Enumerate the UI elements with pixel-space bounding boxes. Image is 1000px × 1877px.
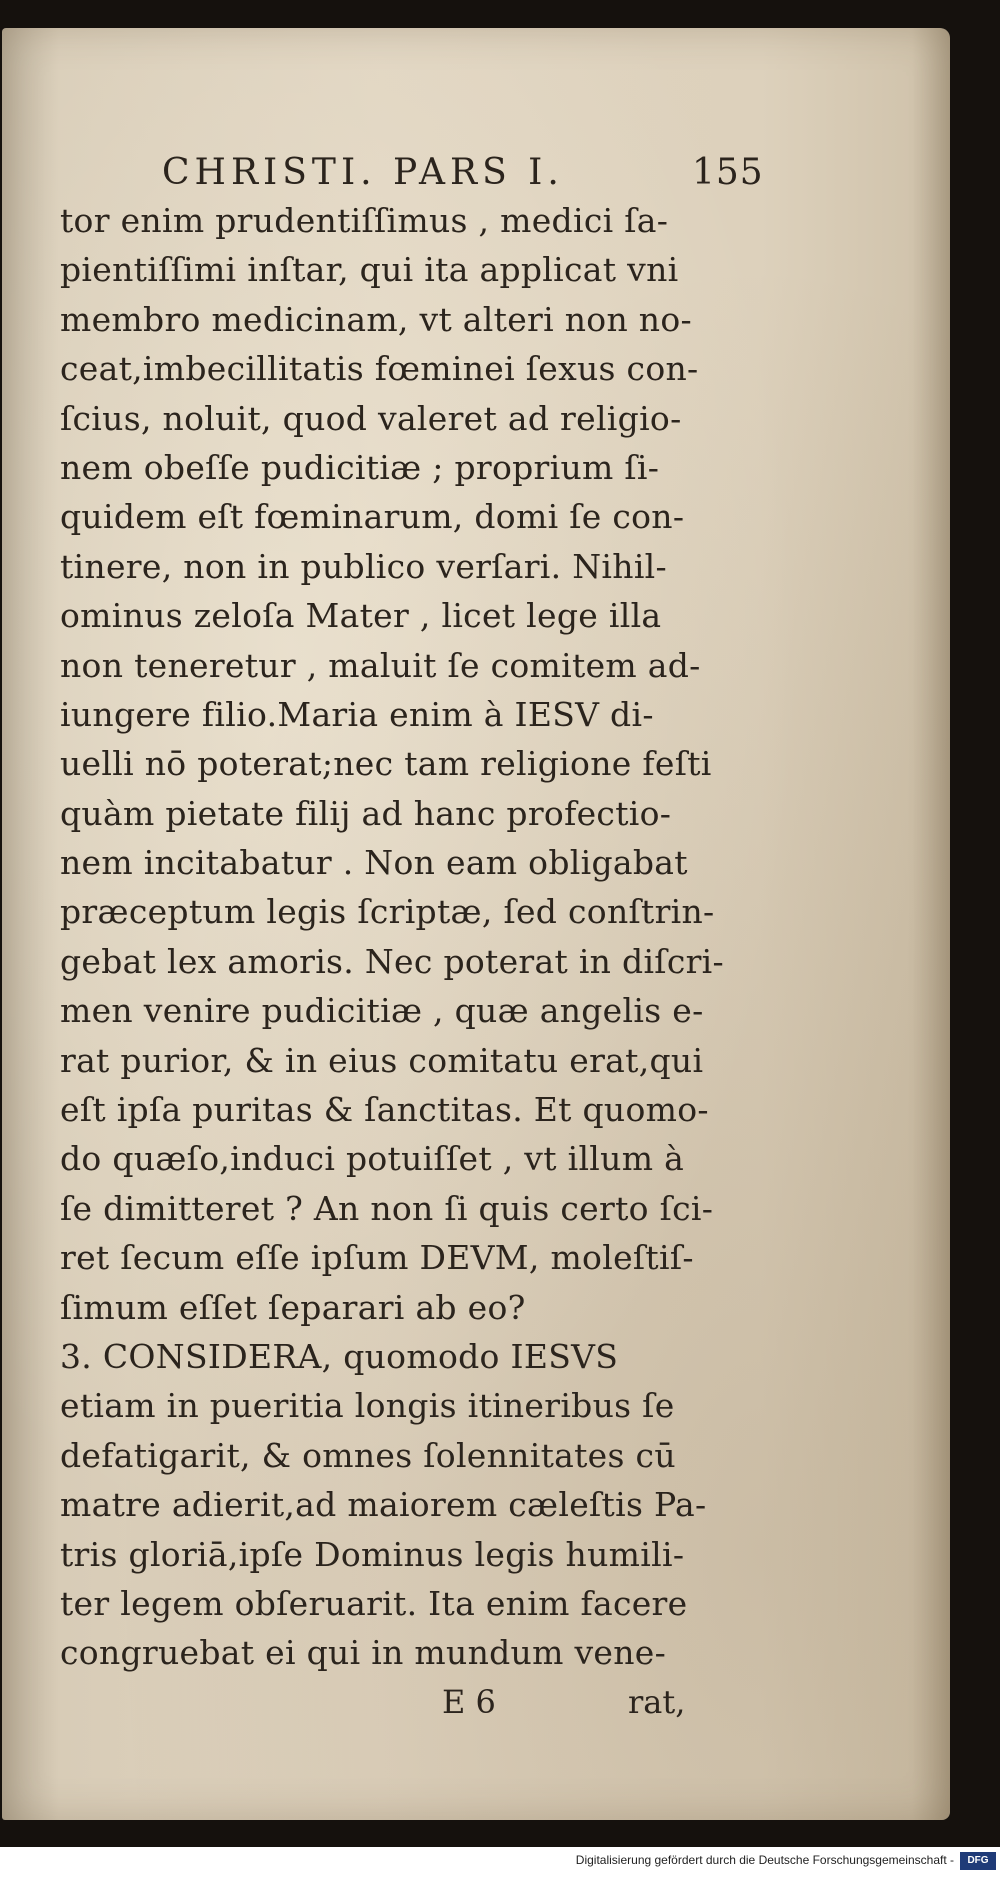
text-line: gebat lex amoris. Nec poterat in diſcri- bbox=[60, 941, 724, 981]
page-footer bbox=[60, 1678, 760, 1727]
text-line: congruebat ei qui in mundum vene- bbox=[60, 1633, 667, 1673]
text-line: matre adierit,ad maiorem cæleſtis Pa- bbox=[60, 1485, 707, 1525]
body-text bbox=[60, 196, 760, 1678]
text-line: do quæſo,induci potuiſſet , vt illum à bbox=[60, 1139, 685, 1179]
book-page bbox=[2, 28, 950, 1820]
text-line: etiam in pueritia longis itineribus ſe bbox=[60, 1386, 675, 1426]
dfg-logo-icon: DFG bbox=[960, 1852, 996, 1870]
credit-text: Digitalisierung gefördert durch die Deutsche Forschungsgemeinschaft - bbox=[575, 1853, 954, 1867]
running-title: CHRISTI. PARS I. bbox=[162, 152, 564, 193]
text-line: 3. CONSIDERA, quomodo IESVS bbox=[60, 1336, 619, 1376]
text-line: rat purior, & in eius comitatu erat,qui bbox=[60, 1040, 704, 1080]
text-line: ret ſecum eſſe ipſum DEVM, moleſtiſ- bbox=[60, 1238, 694, 1278]
catchword: rat, bbox=[628, 1682, 686, 1721]
text-line: eſt ipſa puritas & ſanctitas. Et quomo- bbox=[60, 1090, 709, 1130]
text-line: membro medicinam, vt alteri non no- bbox=[60, 299, 692, 339]
text-line: tris gloriā,ipſe Dominus legis humili- bbox=[60, 1534, 685, 1574]
text-line: ſimum eſſet ſeparari ab eo? bbox=[60, 1287, 526, 1327]
page-number: 155 bbox=[692, 152, 764, 193]
signature-mark: E 6 bbox=[442, 1682, 496, 1721]
text-line: ceat,imbecillitatis fœminei ſexus con- bbox=[60, 349, 699, 389]
running-header bbox=[162, 150, 764, 196]
text-line: non teneretur , maluit ſe comitem ad- bbox=[60, 645, 701, 685]
text-line: pientiſſimi inſtar, qui ita applicat vni bbox=[60, 250, 679, 290]
page-text-block bbox=[60, 150, 764, 1727]
text-line: ominus zeloſa Mater , licet lege illa bbox=[60, 596, 662, 636]
text-line: ſcius, noluit, quod valeret ad religio- bbox=[60, 398, 682, 438]
text-line: iungere filio.Maria enim à IESV di- bbox=[60, 694, 654, 734]
text-line: nem incitabatur . Non eam obligabat bbox=[60, 843, 688, 883]
text-line: tor enim prudentiſſimus , medici ſa- bbox=[60, 201, 669, 240]
text-line: tinere, non in publico verſari. Nihil- bbox=[60, 546, 667, 586]
text-line: defatigarit, & omnes ſolennitates cū bbox=[60, 1435, 676, 1475]
text-line: men venire pudicitiæ , quæ angelis e- bbox=[60, 991, 704, 1031]
text-line: præceptum legis ſcriptæ, ſed conſtrin- bbox=[60, 892, 715, 932]
text-line: uelli nō poterat;nec tam religione feſti bbox=[60, 744, 712, 784]
text-line: ter legem obſeruarit. Ita enim facere bbox=[60, 1583, 688, 1623]
text-line: quidem eſt fœminarum, domi ſe con- bbox=[60, 497, 685, 537]
credit-bar bbox=[0, 1847, 1000, 1877]
text-line: ſe dimitteret ? An non ſi quis certo ſci- bbox=[60, 1188, 714, 1228]
text-line: nem obeſſe pudicitiæ ; proprium ſi- bbox=[60, 447, 660, 487]
text-line: quàm pietate filij ad hanc profectio- bbox=[60, 793, 672, 833]
